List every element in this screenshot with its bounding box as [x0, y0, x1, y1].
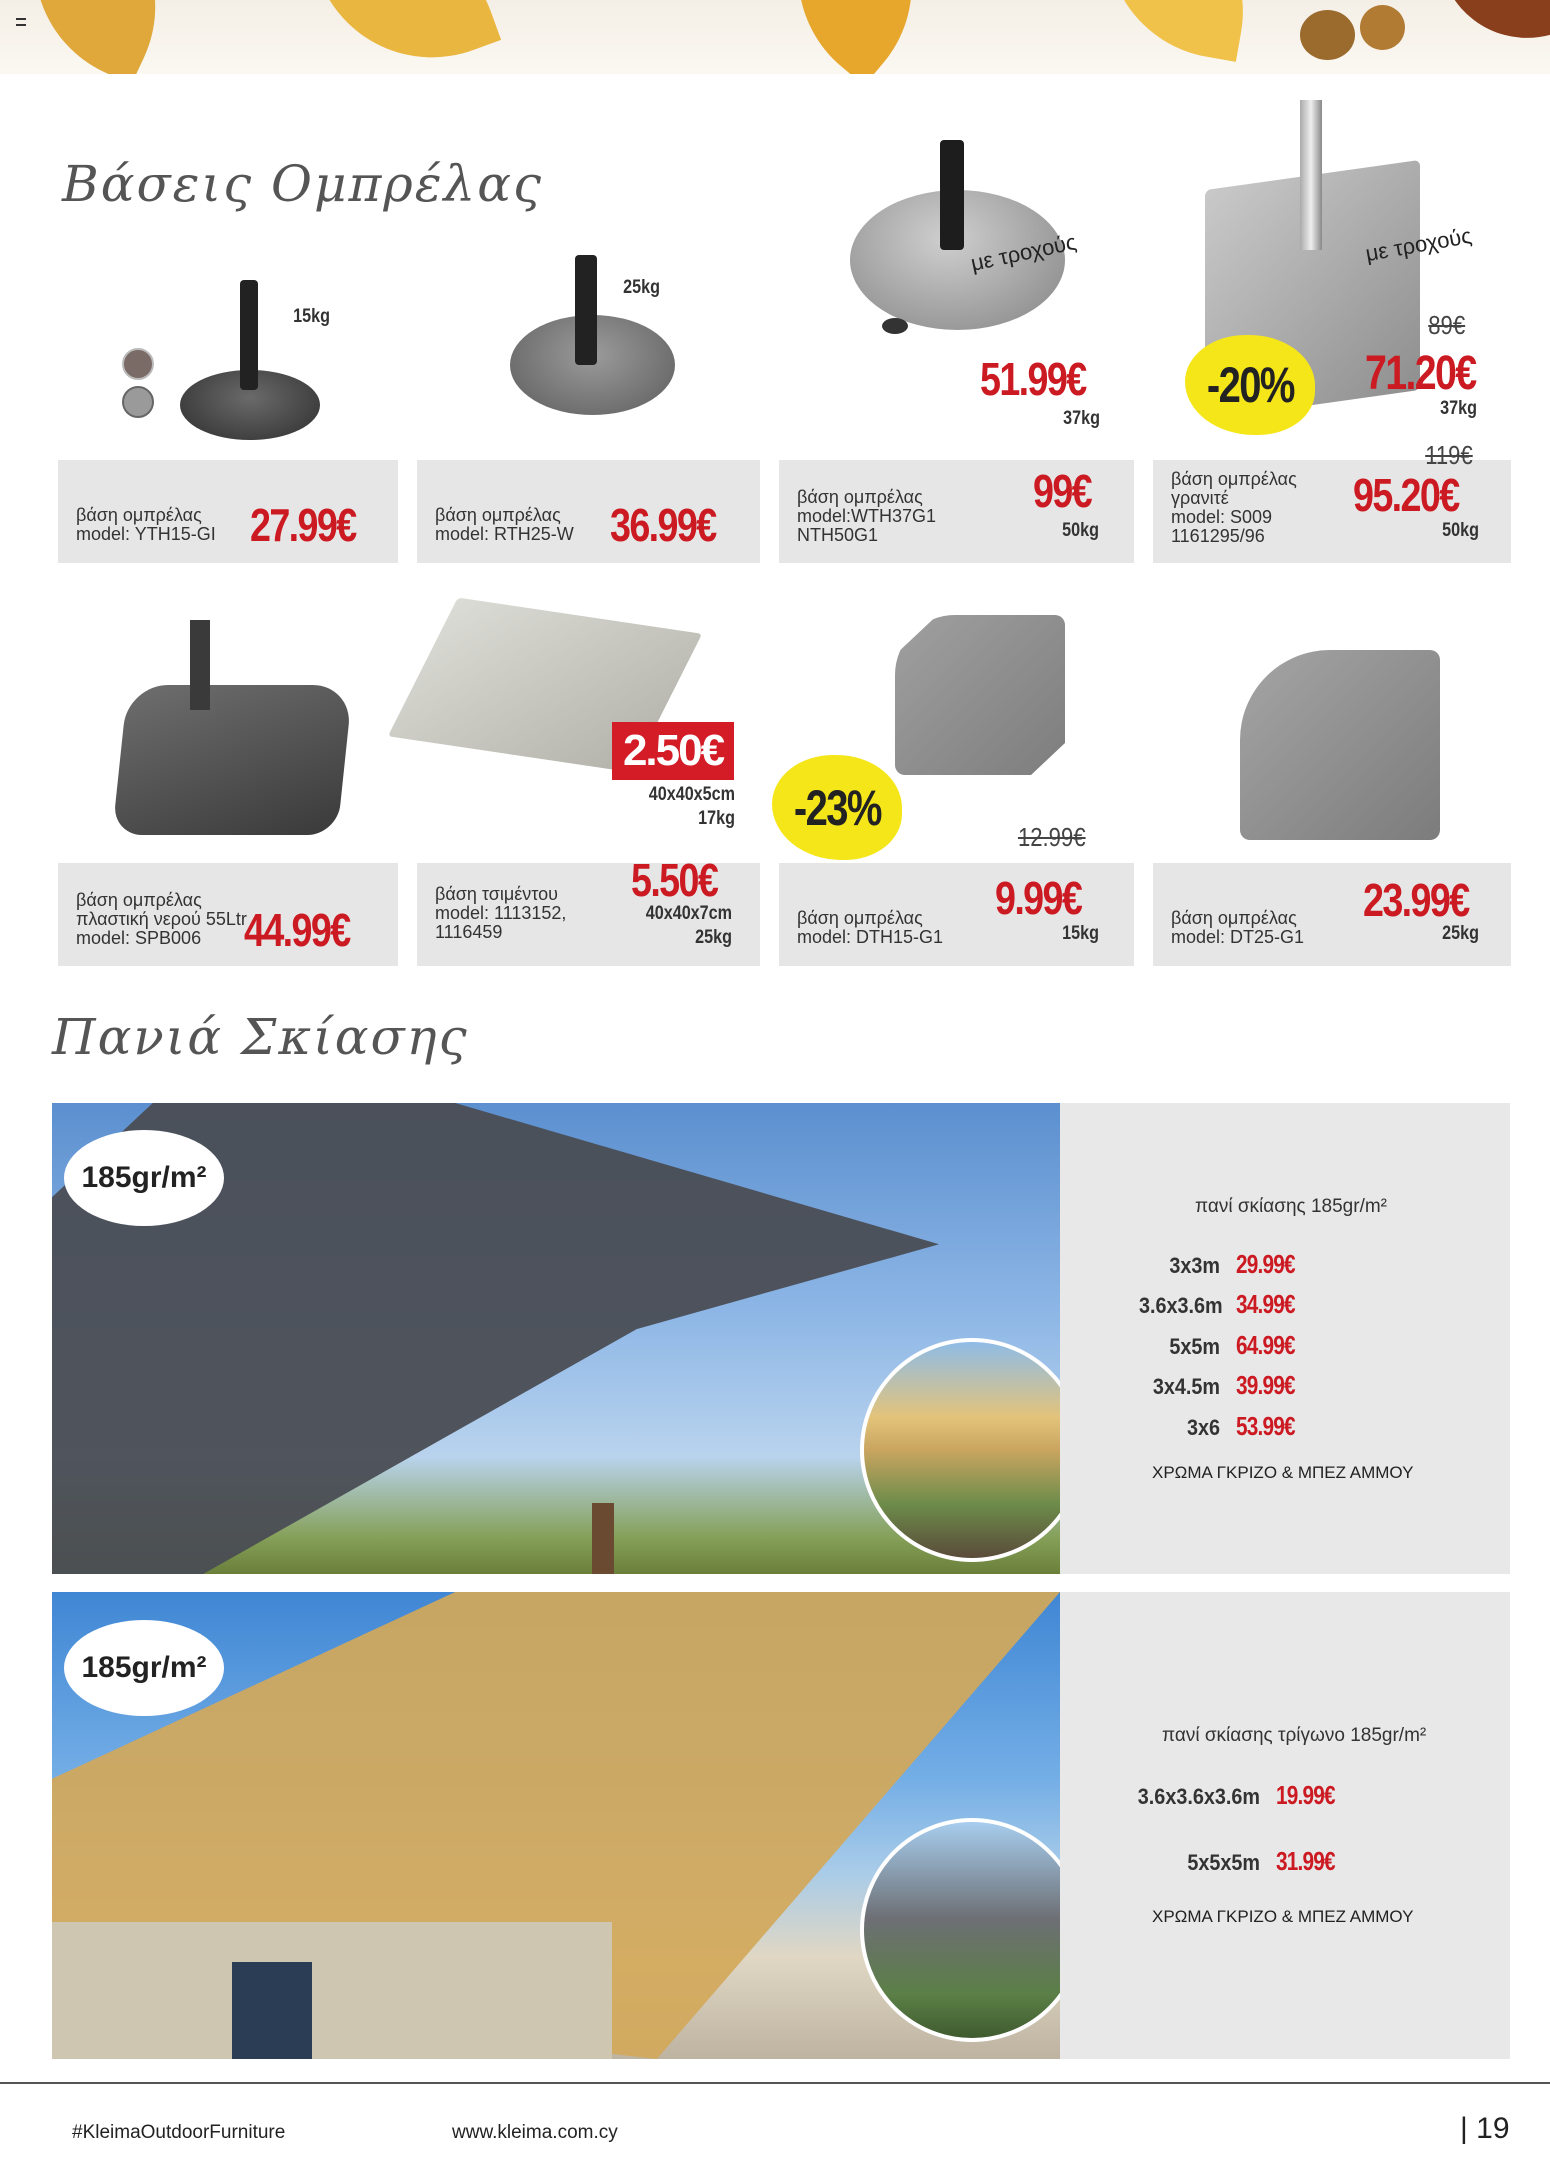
product-card[interactable] — [58, 460, 398, 563]
product-price: 95.20€ — [1353, 469, 1459, 521]
weight-label: 25kg — [1442, 923, 1479, 944]
leaf-image — [1088, 0, 1262, 62]
product-price: 9.99€ — [995, 872, 1082, 924]
footer-divider — [0, 2082, 1550, 2084]
product-subtitle: πανί σκίασης τρίγωνο 185gr/m² — [1162, 1725, 1427, 1746]
product-card[interactable] — [58, 863, 398, 966]
tag-size: 40x40x5cm — [648, 784, 735, 805]
fabric-weight-badge: 185gr/m² — [64, 1130, 224, 1226]
product-price: 99€ — [1033, 465, 1092, 517]
product-model: 1116459 — [435, 922, 503, 942]
size-price-row: 3.6x3.6m 34.99€ — [1139, 1289, 1295, 1319]
size-price-row: 3x3m 29.99€ — [1169, 1249, 1295, 1279]
wheels-label: με τροχούς — [1363, 222, 1474, 267]
weight-label: 25kg — [695, 927, 732, 948]
product-model: model: 1113152, — [435, 903, 567, 923]
discount-badge: -23% — [772, 755, 902, 860]
leaf-image — [309, 0, 501, 74]
acorn-image — [1300, 10, 1355, 60]
product-card[interactable] — [417, 854, 760, 966]
color-note: ΧΡΩΜΑ ΓΚΡΙΖΟ & ΜΠΕΖ ΑΜΜΟΥ — [1152, 1907, 1414, 1926]
promo-weight: 37kg — [1063, 408, 1100, 429]
weight-label: 50kg — [1062, 520, 1099, 541]
old-price: 89€ — [1428, 310, 1466, 340]
product-name: βάση ομπρέλας — [1171, 469, 1297, 489]
size-price-row: 3x6 53.99€ — [1186, 1411, 1295, 1441]
product-model: model: S009 — [1171, 507, 1273, 527]
tag-weight: 17kg — [698, 808, 735, 829]
wheels-label: με τροχούς — [968, 229, 1079, 276]
shade-sail-inset-photo — [860, 1818, 1084, 2042]
product-card[interactable] — [779, 863, 1134, 966]
product-name: γρανιτέ — [1171, 488, 1229, 508]
page-number: | 19 — [1460, 2112, 1510, 2145]
color-swatch-grey[interactable] — [122, 386, 154, 418]
product-card[interactable] — [1153, 863, 1511, 966]
promo-price-tag: 2.50€ — [612, 722, 734, 780]
product-name: βάση ομπρέλας — [797, 908, 923, 928]
promo-weight: 37kg — [1440, 398, 1477, 419]
product-price: 44.99€ — [244, 904, 350, 956]
product-model: model: DTH15-G1 — [797, 927, 944, 947]
size-price-row: 5x5x5m 31.99€ — [1187, 1846, 1335, 1876]
product-name: βάση ομπρέλας — [1171, 908, 1297, 928]
section-title-umbrella-bases: Βάσεις Ομπρέλας — [62, 155, 544, 213]
weight-label: 15kg — [293, 306, 330, 327]
leaf-image — [749, 0, 960, 74]
product-name: βάση τσιμέντου — [435, 884, 558, 904]
product-subtitle: πανί σκίασης 185gr/m² — [1195, 1196, 1388, 1217]
product-price: 36.99€ — [610, 499, 716, 551]
product-model: model: SPB006 — [76, 928, 202, 948]
product-model: model: RTH25-W — [435, 524, 574, 544]
footer-website-link[interactable]: www.kleima.com.cy — [452, 2122, 618, 2143]
shade-sail-inset-photo — [860, 1338, 1084, 1562]
product-name: βάση ομπρέλας — [797, 487, 923, 507]
menu-icon[interactable] — [16, 18, 26, 26]
product-price: 27.99€ — [250, 499, 356, 551]
size-price-row: 5x5m 64.99€ — [1169, 1330, 1295, 1360]
product-price: 23.99€ — [1363, 874, 1469, 926]
fabric-weight-badge: 185gr/m² — [64, 1620, 224, 1716]
size-price-row: 3x4.5m 39.99€ — [1152, 1370, 1295, 1400]
promo-price: 51.99€ — [980, 353, 1086, 405]
product-model: model:WTH37G1 — [797, 506, 937, 526]
leaf-image — [0, 0, 195, 74]
promo-price: 71.20€ — [1365, 347, 1476, 400]
product-model: model: DT25-G1 — [1171, 927, 1305, 947]
autumn-banner — [0, 0, 1550, 74]
product-name: βάση ομπρέλας — [435, 505, 561, 525]
weight-label: 50kg — [1442, 520, 1479, 541]
old-price: 12.99€ — [1017, 822, 1086, 852]
product-card[interactable] — [1153, 440, 1511, 563]
leaf-image — [1440, 0, 1550, 70]
acorn-image — [1360, 5, 1405, 50]
shade-info-panel — [1060, 1103, 1510, 1574]
product-model: model: YTH15-GI — [76, 524, 216, 544]
color-note: ΧΡΩΜΑ ΓΚΡΙΖΟ & ΜΠΕΖ ΑΜΜΟΥ — [1152, 1463, 1414, 1482]
discount-badge: -20% — [1185, 335, 1315, 435]
product-model: 1161295/96 — [1171, 526, 1265, 546]
product-model: NTH50G1 — [797, 525, 879, 545]
product-price: 5.50€ — [631, 854, 718, 906]
product-name: βάση ομπρέλας — [76, 890, 202, 910]
color-swatch-brown[interactable] — [122, 348, 154, 380]
section-title-shade-sails: Πανιά Σκίασης — [52, 1008, 469, 1066]
footer-hashtag[interactable]: #KleimaOutdoorFurniture — [72, 2122, 286, 2143]
old-price: 119€ — [1425, 440, 1473, 470]
weight-label: 25kg — [623, 277, 660, 298]
weight-label: 15kg — [1062, 923, 1099, 944]
product-name: βάση ομπρέλας — [76, 505, 202, 525]
product-name: πλαστική νερού 55Ltr — [76, 909, 247, 929]
shade-info-panel — [1060, 1592, 1510, 2059]
size-price-row: 3.6x3.6x3.6m 19.99€ — [1137, 1780, 1335, 1810]
product-card[interactable] — [779, 460, 1134, 563]
product-card[interactable] — [417, 460, 760, 563]
size-label: 40x40x7cm — [645, 903, 732, 924]
